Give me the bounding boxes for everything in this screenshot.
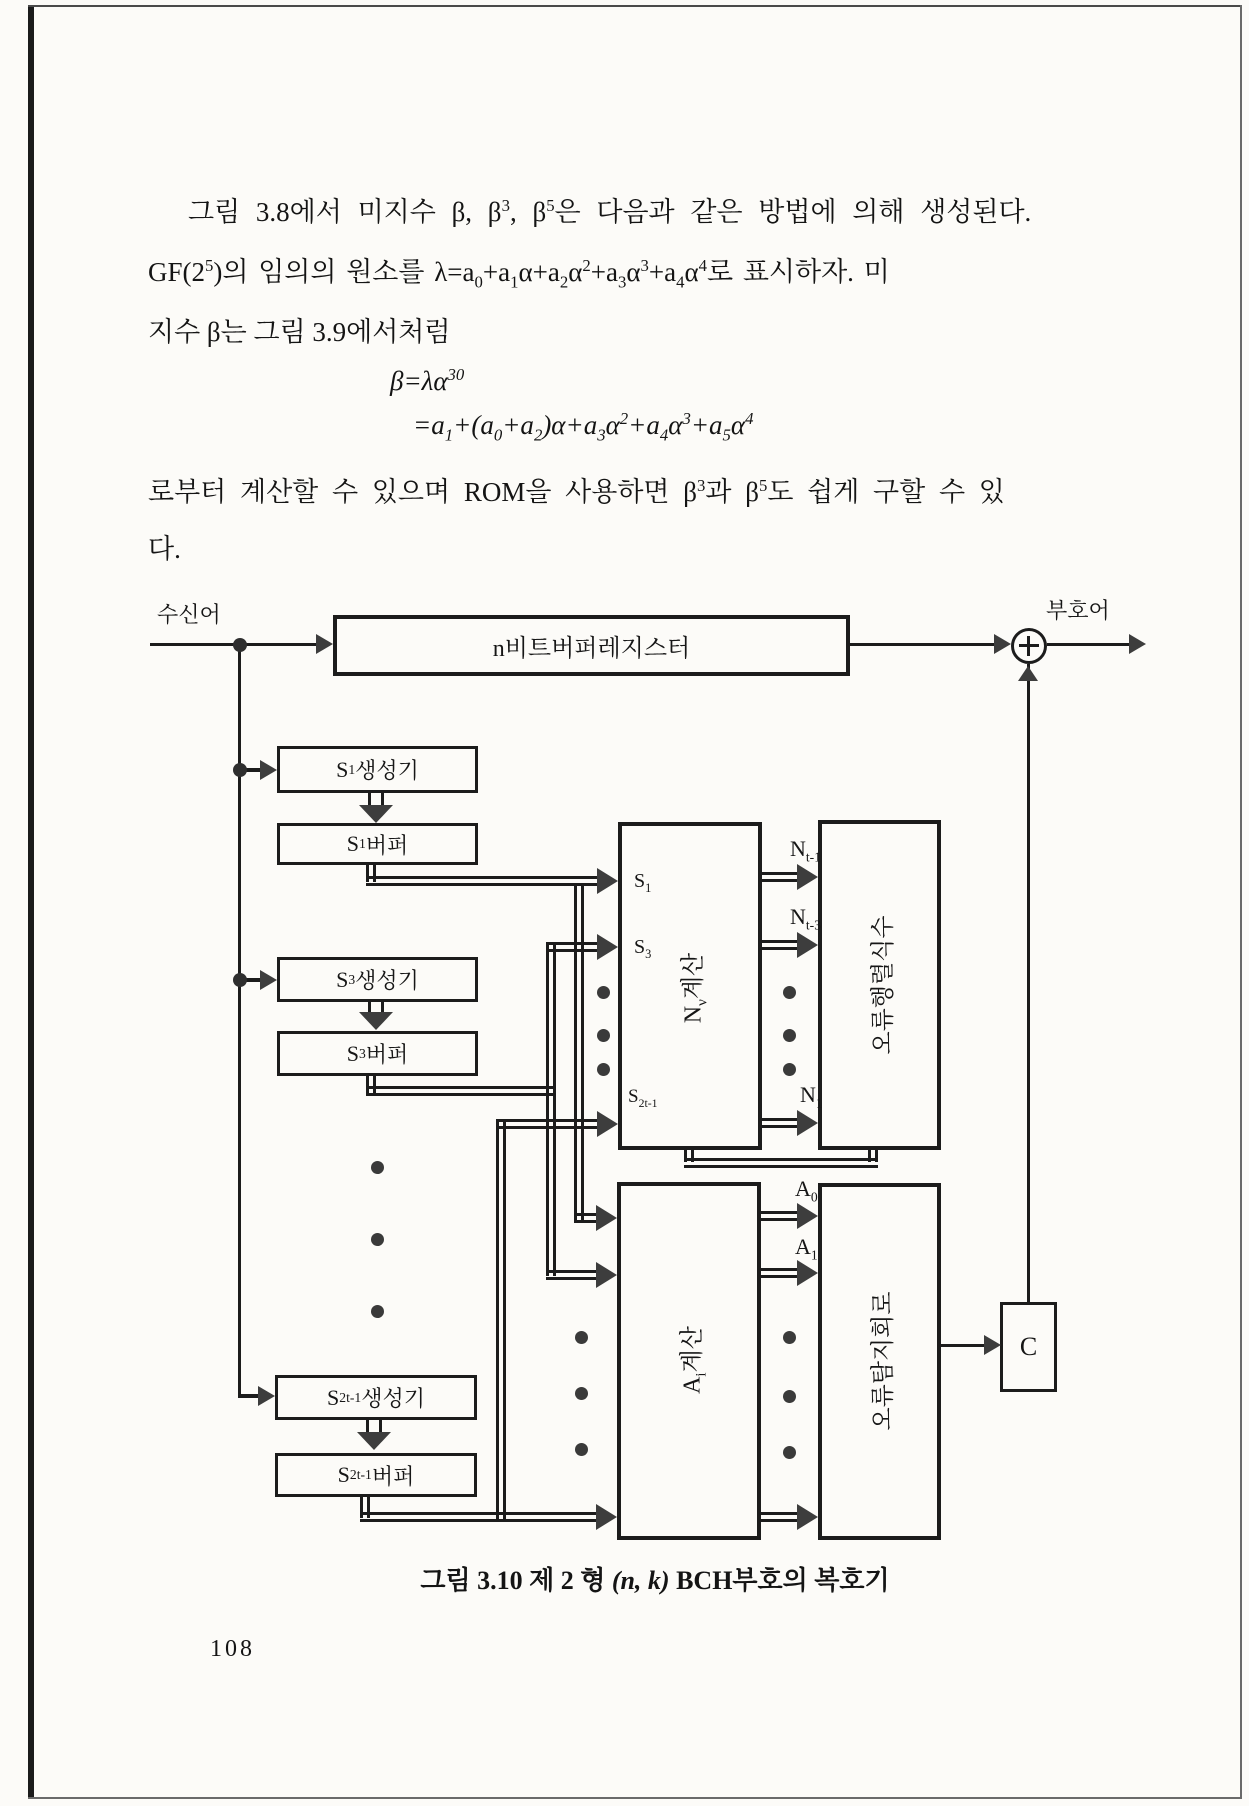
acalc-left-ellipsis-2 (575, 1387, 588, 1400)
branch-dot-s3 (233, 973, 247, 987)
figure-caption-post: BCH부호의 복호기 (669, 1566, 890, 1595)
input-arrowhead (316, 634, 333, 654)
s3-port-label: $S_3$ (634, 936, 652, 961)
s1-buffer-box (277, 823, 478, 865)
s2t1-bus-riser (496, 1119, 506, 1519)
nt1-arrowhead (797, 864, 818, 890)
n1-arrowhead (797, 1110, 818, 1136)
a-calc-label: $A_i$계산 (679, 1326, 710, 1394)
n-calc-label: $N_\nu$계산 (680, 952, 711, 1024)
nt1-output-bus (762, 872, 802, 882)
a1-arrowhead (797, 1260, 818, 1286)
c-box (1000, 1302, 1057, 1392)
a1-label: $A_1$ (795, 1234, 818, 1263)
acalc-left-ellipsis-1 (575, 1331, 588, 1344)
nout-ellipsis-1 (783, 986, 796, 999)
nout-ellipsis-3 (783, 1063, 796, 1076)
s3-bus-riser (546, 944, 556, 1276)
s1-genbuf-arrowhead (359, 805, 393, 823)
a0-label: $A_0$ (795, 1176, 818, 1205)
s3-buffer-box (277, 1031, 478, 1076)
trunk-arrow-s1-head (260, 760, 277, 780)
link-bus-horizontal (684, 1158, 878, 1168)
s1-bus-horizontal (366, 876, 606, 886)
a-input2-arrowhead (596, 1262, 617, 1288)
formula-line1: $\beta=\lambda\alpha^{30}$ (390, 365, 465, 396)
output-line (1047, 643, 1132, 646)
nout-ellipsis-2 (783, 1029, 796, 1042)
output-arrowhead (1129, 634, 1146, 654)
a-input1-arrowhead (596, 1205, 617, 1231)
formula-line2: $=a_1+(a_0+a_2)\alpha+a_3\alpha^2+a_4\alpha^3+a_5\alpha^4$ (413, 409, 754, 445)
buffer-register-box (333, 615, 850, 676)
correction-line (1027, 664, 1030, 1302)
s3-genbuf-arrowhead (359, 1012, 393, 1030)
ncalc-left-ellipsis-3 (597, 1063, 610, 1076)
n1-output-bus (762, 1118, 802, 1128)
left-ellipsis-dot-1 (371, 1161, 384, 1174)
left-ellipsis-dot-3 (371, 1305, 384, 1318)
abottom-arrowhead (797, 1504, 818, 1530)
s2t1-into-ncalc-arrowhead (597, 1111, 618, 1137)
s1-port-label: $S_1$ (634, 870, 652, 895)
nt3-label: $N_{t-3}$ (790, 904, 822, 933)
s2t1-generator-label: S 2t-1 생성기 (327, 1384, 425, 1411)
error-determinant-label: 오류행렬식수 (870, 915, 897, 1055)
abottom-output-bus (761, 1512, 802, 1522)
a-input3-arrowhead (596, 1504, 617, 1530)
s2t1-buffer-label: S 2t-1 버퍼 (337, 1462, 415, 1489)
s2t1-generator-box (275, 1375, 477, 1420)
branch-dot-s1 (233, 763, 247, 777)
figure-caption (355, 1560, 955, 1597)
a1-output-bus (761, 1268, 802, 1278)
acalc-left-ellipsis-3 (575, 1443, 588, 1456)
paragraph1-line2: $GF(2^5)$의 임의의 원소를 $\lambda=a_0+a_1\alpha+a_2\alpha^2+a_3\alpha^3+a_4\alpha^4$로 표시하자. 미 (148, 256, 890, 292)
ncalc-left-ellipsis-1 (597, 986, 610, 999)
xor-plus-v (1027, 636, 1030, 656)
s1-buffer-label: S 1 버퍼 (346, 831, 409, 858)
aout-ellipsis-2 (783, 1390, 796, 1403)
a0-output-bus (761, 1211, 802, 1221)
page-number: 108 (210, 1636, 255, 1662)
buffer-register-label: n비트버퍼레지스터 (492, 636, 691, 662)
a0-arrowhead (797, 1203, 818, 1229)
figure-caption-pre: 그림 3.10 제 2 형 (420, 1566, 612, 1595)
s1-generator-label: S 1 생성기 (336, 756, 419, 783)
s1-generator-box (277, 746, 478, 793)
s2t1-bus-horizontal (360, 1512, 604, 1522)
s1-into-ncalc-arrowhead (597, 868, 618, 894)
ncalc-left-ellipsis-2 (597, 1029, 610, 1042)
s2t1-port-label: $S_{2t-1}$ (628, 1086, 658, 1110)
c-box-label: C (1019, 1332, 1038, 1361)
paragraph2-line2: 다. (148, 534, 181, 564)
trunk-arrow-s3-head (260, 970, 277, 990)
detect-to-c-arrowhead (984, 1335, 1001, 1355)
trunk-arrow-s2t1-head (258, 1386, 275, 1406)
xor-in-arrowhead (994, 634, 1011, 654)
figure-caption-nk: (n, k) (611, 1566, 670, 1595)
left-trunk-line (238, 644, 241, 1398)
paragraph2-line1: 로부터 계산할 수 있으며 ROM을 사용하면 $\beta^3$과 $\beta^5$도 쉽게 구할 수 있 (148, 476, 1005, 507)
paragraph1-line3: 지수 β는 그림 3.9에서처럼 (148, 317, 451, 347)
paragraph1-line1: 그림 3.8에서 미지수 β, $\beta^3$, $\beta^5$은 다음과 같은 방법에 의해 생성된다. (188, 196, 1032, 227)
branch-dot-top (233, 638, 247, 652)
buffer-out-line (850, 643, 998, 646)
left-ellipsis-dot-2 (371, 1233, 384, 1246)
s3-generator-label: S 3 생성기 (336, 966, 419, 993)
s3-bus-to-ncalc (546, 942, 604, 952)
nt3-output-bus (762, 940, 802, 950)
xor-bottom-arrowhead (1018, 666, 1038, 681)
aout-ellipsis-3 (783, 1446, 796, 1459)
received-word-label: 수신어 (157, 602, 221, 627)
codeword-label: 부호어 (1046, 598, 1110, 623)
nt1-label: $N_{t-1}$ (790, 836, 822, 865)
s2t1-genbuf-arrowhead (357, 1432, 391, 1450)
xor-adder (1011, 628, 1047, 664)
s2t1-bus-to-ncalc (496, 1119, 604, 1129)
s3-generator-box (277, 957, 478, 1002)
error-detect-label: 오류탐지회로 (870, 1291, 897, 1431)
detect-to-c-line (941, 1344, 988, 1347)
nt3-arrowhead (797, 932, 818, 958)
aout-ellipsis-1 (783, 1331, 796, 1344)
s3-bus-horizontal (366, 1086, 556, 1096)
s3-into-ncalc-arrowhead (597, 934, 618, 960)
s3-buffer-label: S 3 버퍼 (346, 1040, 409, 1067)
s2t1-buffer-box (275, 1453, 477, 1497)
n1-label: $N_1$ (800, 1082, 823, 1111)
s1-bus-branch-down (574, 883, 584, 1223)
